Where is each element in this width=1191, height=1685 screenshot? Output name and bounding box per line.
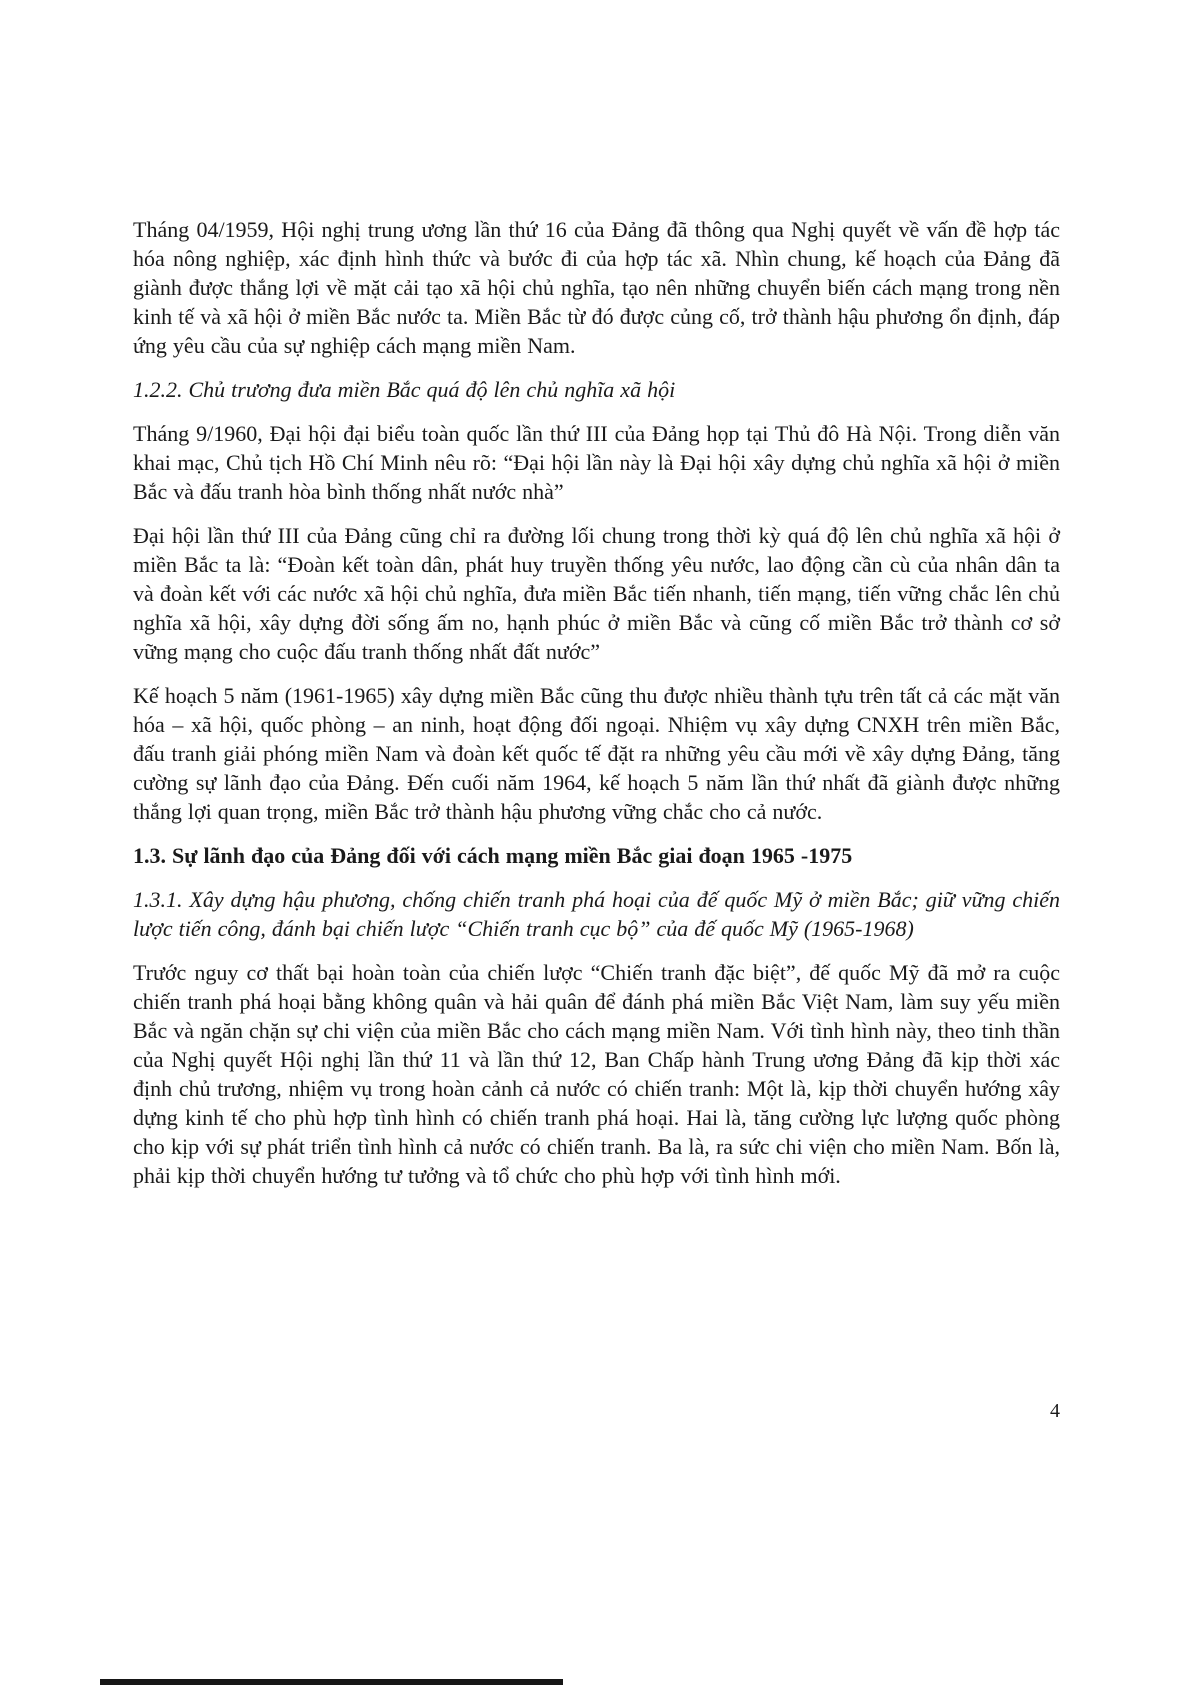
paragraph-war-of-destruction: Trước nguy cơ thất bại hoàn toàn của chiến lược “Chiến tranh đặc biệt”, đế quốc Mỹ đã mở ra cuộc chiến tranh phá hoại bằng không quân và hải quân để đánh phá miền Bắc Việt Nam, làm suy yếu miền Bắc và ngăn chặn sự chi viện của miền Bắc cho cách mạng miền Nam. Với tình hình này, theo tinh thần của Nghị quyết Hội nghị lần thứ 11 và lần thứ 12, Ban Chấp hành Trung ương Đảng đã kịp thời xác định chủ trương, nhiệm vụ trong hoàn cảnh cả nước có chiến tranh: Một là, kịp thời chuyển hướng xây dựng kinh tế cho phù hợp tình hình có chiến tranh phá hoại. Hai là, tăng cường lực lượng quốc phòng cho kịp với sự phát triển tình hình cả nước có chiến tranh. Ba là, ra sức chi viện cho miền Nam. Bốn là, phải kịp thời chuyển hướng tư tưởng và tổ chức cho phù hợp với tình hình mới. [133,960,1060,1188]
document-body [133,215,1060,1205]
next-page-edge-line [100,1679,563,1685]
page-number: 4 [1050,1400,1060,1422]
paragraph-congress-iii-general-line: Đại hội lần thứ III của Đảng cũng chỉ ra đường lối chung trong thời kỳ quá độ lên chủ nghĩa xã hội ở miền Bắc ta là: “Đoàn kết toàn dân, phát huy truyền thống yêu nước, lao động cần cù của nhân dân ta và đoàn kết với các nước xã hội chủ nghĩa, đưa miền Bắc tiến nhanh, tiến mạng, tiến vững chắc lên chủ nghĩa xã hội, xây dựng đời sống ấm no, hạnh phúc ở miền Bắc và cũng cố miền Bắc trở thành cơ sở vững mạng cho cuộc đấu tranh thống nhất đất nước” [133,523,1060,664]
paragraph-collectivization-1959: Tháng 04/1959, Hội nghị trung ương lần thứ 16 của Đảng đã thông qua Nghị quyết về vấn đề hợp tác hóa nông nghiệp, xác định hình thức và bước đi của hợp tác xã. Nhìn chung, kế hoạch của Đảng đã giành được thắng lợi về mặt cải tạo xã hội chủ nghĩa, tạo nên những chuyển biến cách mạng trong nền kinh tế và xã hội ở miền Bắc nước ta. Miền Bắc từ đó được củng cố, trở thành hậu phương ổn định, đáp ứng yêu cầu của sự nghiệp cách mạng miền Nam. [133,217,1060,358]
section-heading-1-2-2: 1.2.2. Chủ trương đưa miền Bắc quá độ lên chủ nghĩa xã hội [133,377,676,402]
paragraph-five-year-plan: Kế hoạch 5 năm (1961-1965) xây dựng miền Bắc cũng thu được nhiều thành tựu trên tất cả các mặt văn hóa – xã hội, quốc phòng – an ninh, hoạt động đối ngoại. Nhiệm vụ xây dựng CNXH trên miền Bắc, đấu tranh giải phóng miền Nam và đoàn kết quốc tế đặt ra những yêu cầu mới về xây dựng Đảng, tăng cường sự lãnh đạo của Đảng. Đến cuối năm 1964, kế hoạch 5 năm lần thứ nhất đã giành được những thắng lợi quan trọng, miền Bắc trở thành hậu phương vững chắc cho cả nước. [133,683,1060,824]
paragraph-congress-iii-opening: Tháng 9/1960, Đại hội đại biểu toàn quốc lần thứ III của Đảng họp tại Thủ đô Hà Nội. Trong diễn văn khai mạc, Chủ tịch Hồ Chí Minh nêu rõ: “Đại hội lần này là Đại hội xây dựng chủ nghĩa xã hội ở miền Bắc và đấu tranh hòa bình thống nhất nước nhà” [133,421,1060,504]
section-heading-1-3-1: 1.3.1. Xây dựng hậu phương, chống chiến tranh phá hoại của đế quốc Mỹ ở miền Bắc; giữ vững chiến lược tiến công, đánh bại chiến lược “Chiến tranh cục bộ” của đế quốc Mỹ (1965-1968) [133,887,1060,941]
section-heading-1-3: 1.3. Sự lãnh đạo của Đảng đối với cách mạng miền Bắc giai đoạn 1965 -1975 [133,843,853,868]
